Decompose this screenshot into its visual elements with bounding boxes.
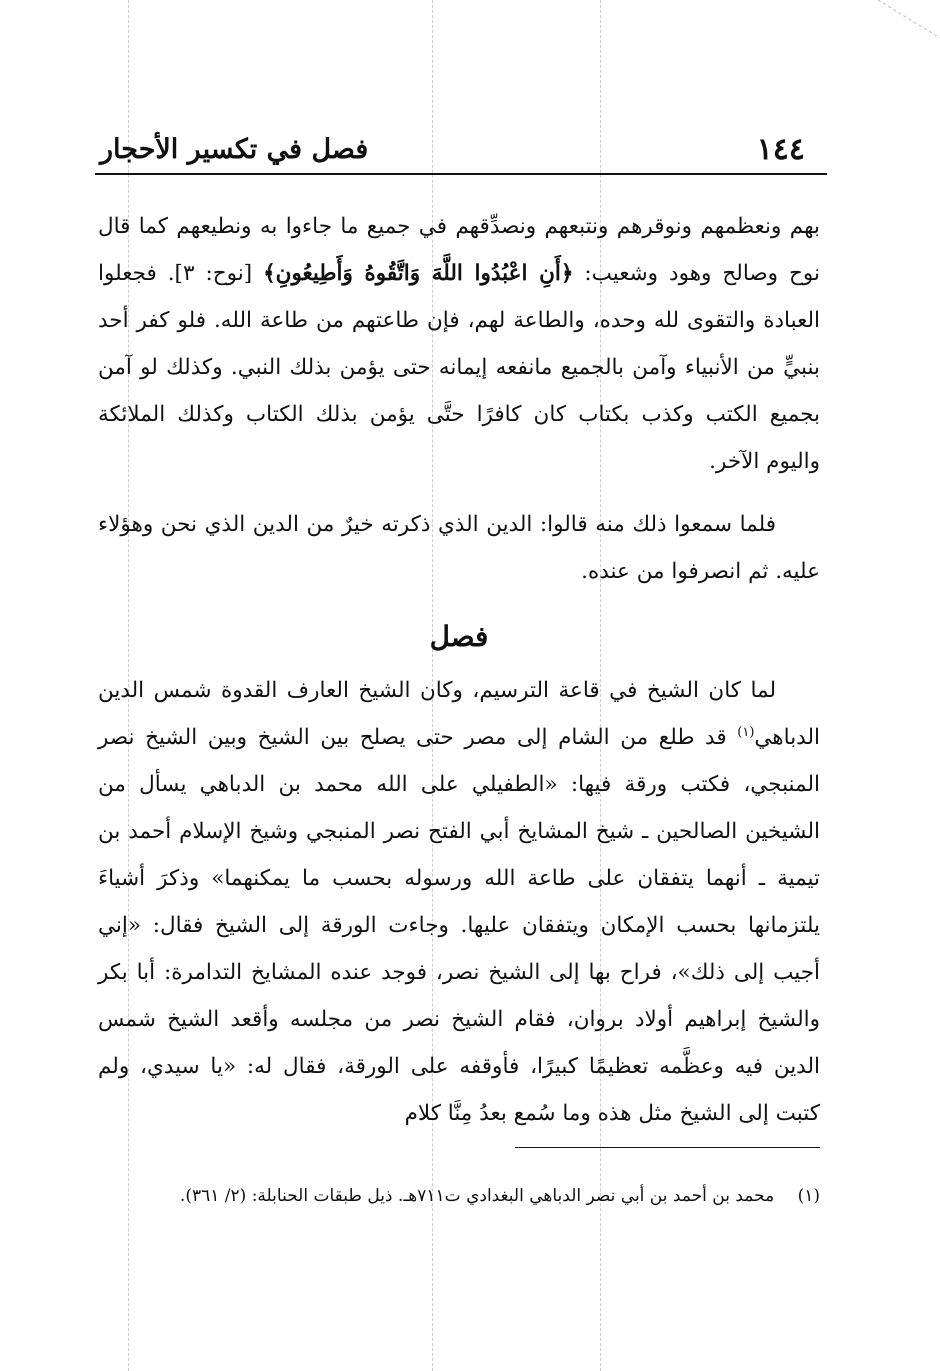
body-text xyxy=(98,203,820,1137)
paragraph-3-rest: قد طلع من الشام إلى مصر حتى يصلح بين الشيخ وبين الشيخ نصر المنبجي، فكتب ورقة فيها: «الطفيلي على الله محمد بن الدباهي يسأل من الشيخين الصالحين ـ شيخ المشايخ أبي الفتح نصر المنبجي وشيخ الإسلام أحمد بن تيمية ـ أنهما يتفقان على طاعة الله ورسوله بحسب ما يمكنهما» وذكرَ أشياءَ يلتزمانها بحسب الإمكان ويتفقان عليها. وجاءت الورقة إلى الشيخ فقال: «إني أجيب إلى ذلك»، فراح بها إلى الشيخ نصر، فوجد عنده المشايخ التدامرة: أبا بكر والشيخ إبراهيم أولاد بروان، فقام الشيخ نصر من مجلسه وأقعد الشيخ شمس الدين فيه وعظَّمه تعظيمًا كبيرًا، فأوقفه على الورقة، فقال له: «يا سيدي، ولم كتبت إلى الشيخ مثل هذه وما سُمع بعدُ مِنَّا كلام xyxy=(98,725,820,1126)
quran-verse: ﴿أَنِ اعْبُدُوا اللَّهَ وَاتَّقُوهُ وَأَطِيعُونِ﴾ xyxy=(263,261,574,286)
paragraph-1-text: بهم ونعظمهم ونوقرهم ونتبعهم ونصدِّقهم في جميع ما جاءوا به ونطيعهم كما قال نوح وصالح وهود وشعيب: xyxy=(98,214,820,286)
page-corner-mark xyxy=(860,0,940,80)
paragraph-3-start: لما كان الشيخ في قاعة الترسيم، وكان الشيخ العارف القدوة شمس الدين الدباهي xyxy=(98,678,820,750)
footnote-text: محمد بن أحمد بن أبي نصر الدباهي البغدادي ت٧١١هـ. ذيل طبقات الحنابلة: (٢/ ٣٦١). xyxy=(179,1186,775,1206)
header-rule xyxy=(95,173,827,175)
paragraph-2: فلما سمعوا ذلك منه قالوا: الدين الذي ذكرته خيرٌ من الدين الذي نحن وهؤلاء عليه. ثم انصرفوا من عنده. xyxy=(98,512,820,584)
running-title: فصل في تكسير الأحجار xyxy=(100,134,369,165)
footnote-rule xyxy=(515,1147,820,1148)
footnote xyxy=(98,1180,820,1212)
section-title: فصل xyxy=(429,620,489,653)
page-number: ١٤٤ xyxy=(756,132,805,167)
paragraph-1 xyxy=(98,203,820,485)
paragraph-3 xyxy=(98,667,820,1137)
page-header xyxy=(95,128,825,172)
paragraph-1-rest: [نوح: ٣]. فجعلوا العبادة والتقوى لله وحده، والطاعة لهم، فإن طاعتهم من طاعة الله. فلو كفر أحد بنبيٍّ من الأنبياء وآمن بالجميع مانفعه إيمانه حتى يؤمن بذلك النبي. وكذلك لو آمن بجميع الكتب وكذب بكتاب كان كافرًا حتَّى يؤمن بذلك الكتاب وكذلك الملائكة واليوم الآخر. xyxy=(98,261,820,474)
footnote-marker: (١) xyxy=(797,1186,820,1206)
footnote-reference: (١) xyxy=(737,724,755,740)
